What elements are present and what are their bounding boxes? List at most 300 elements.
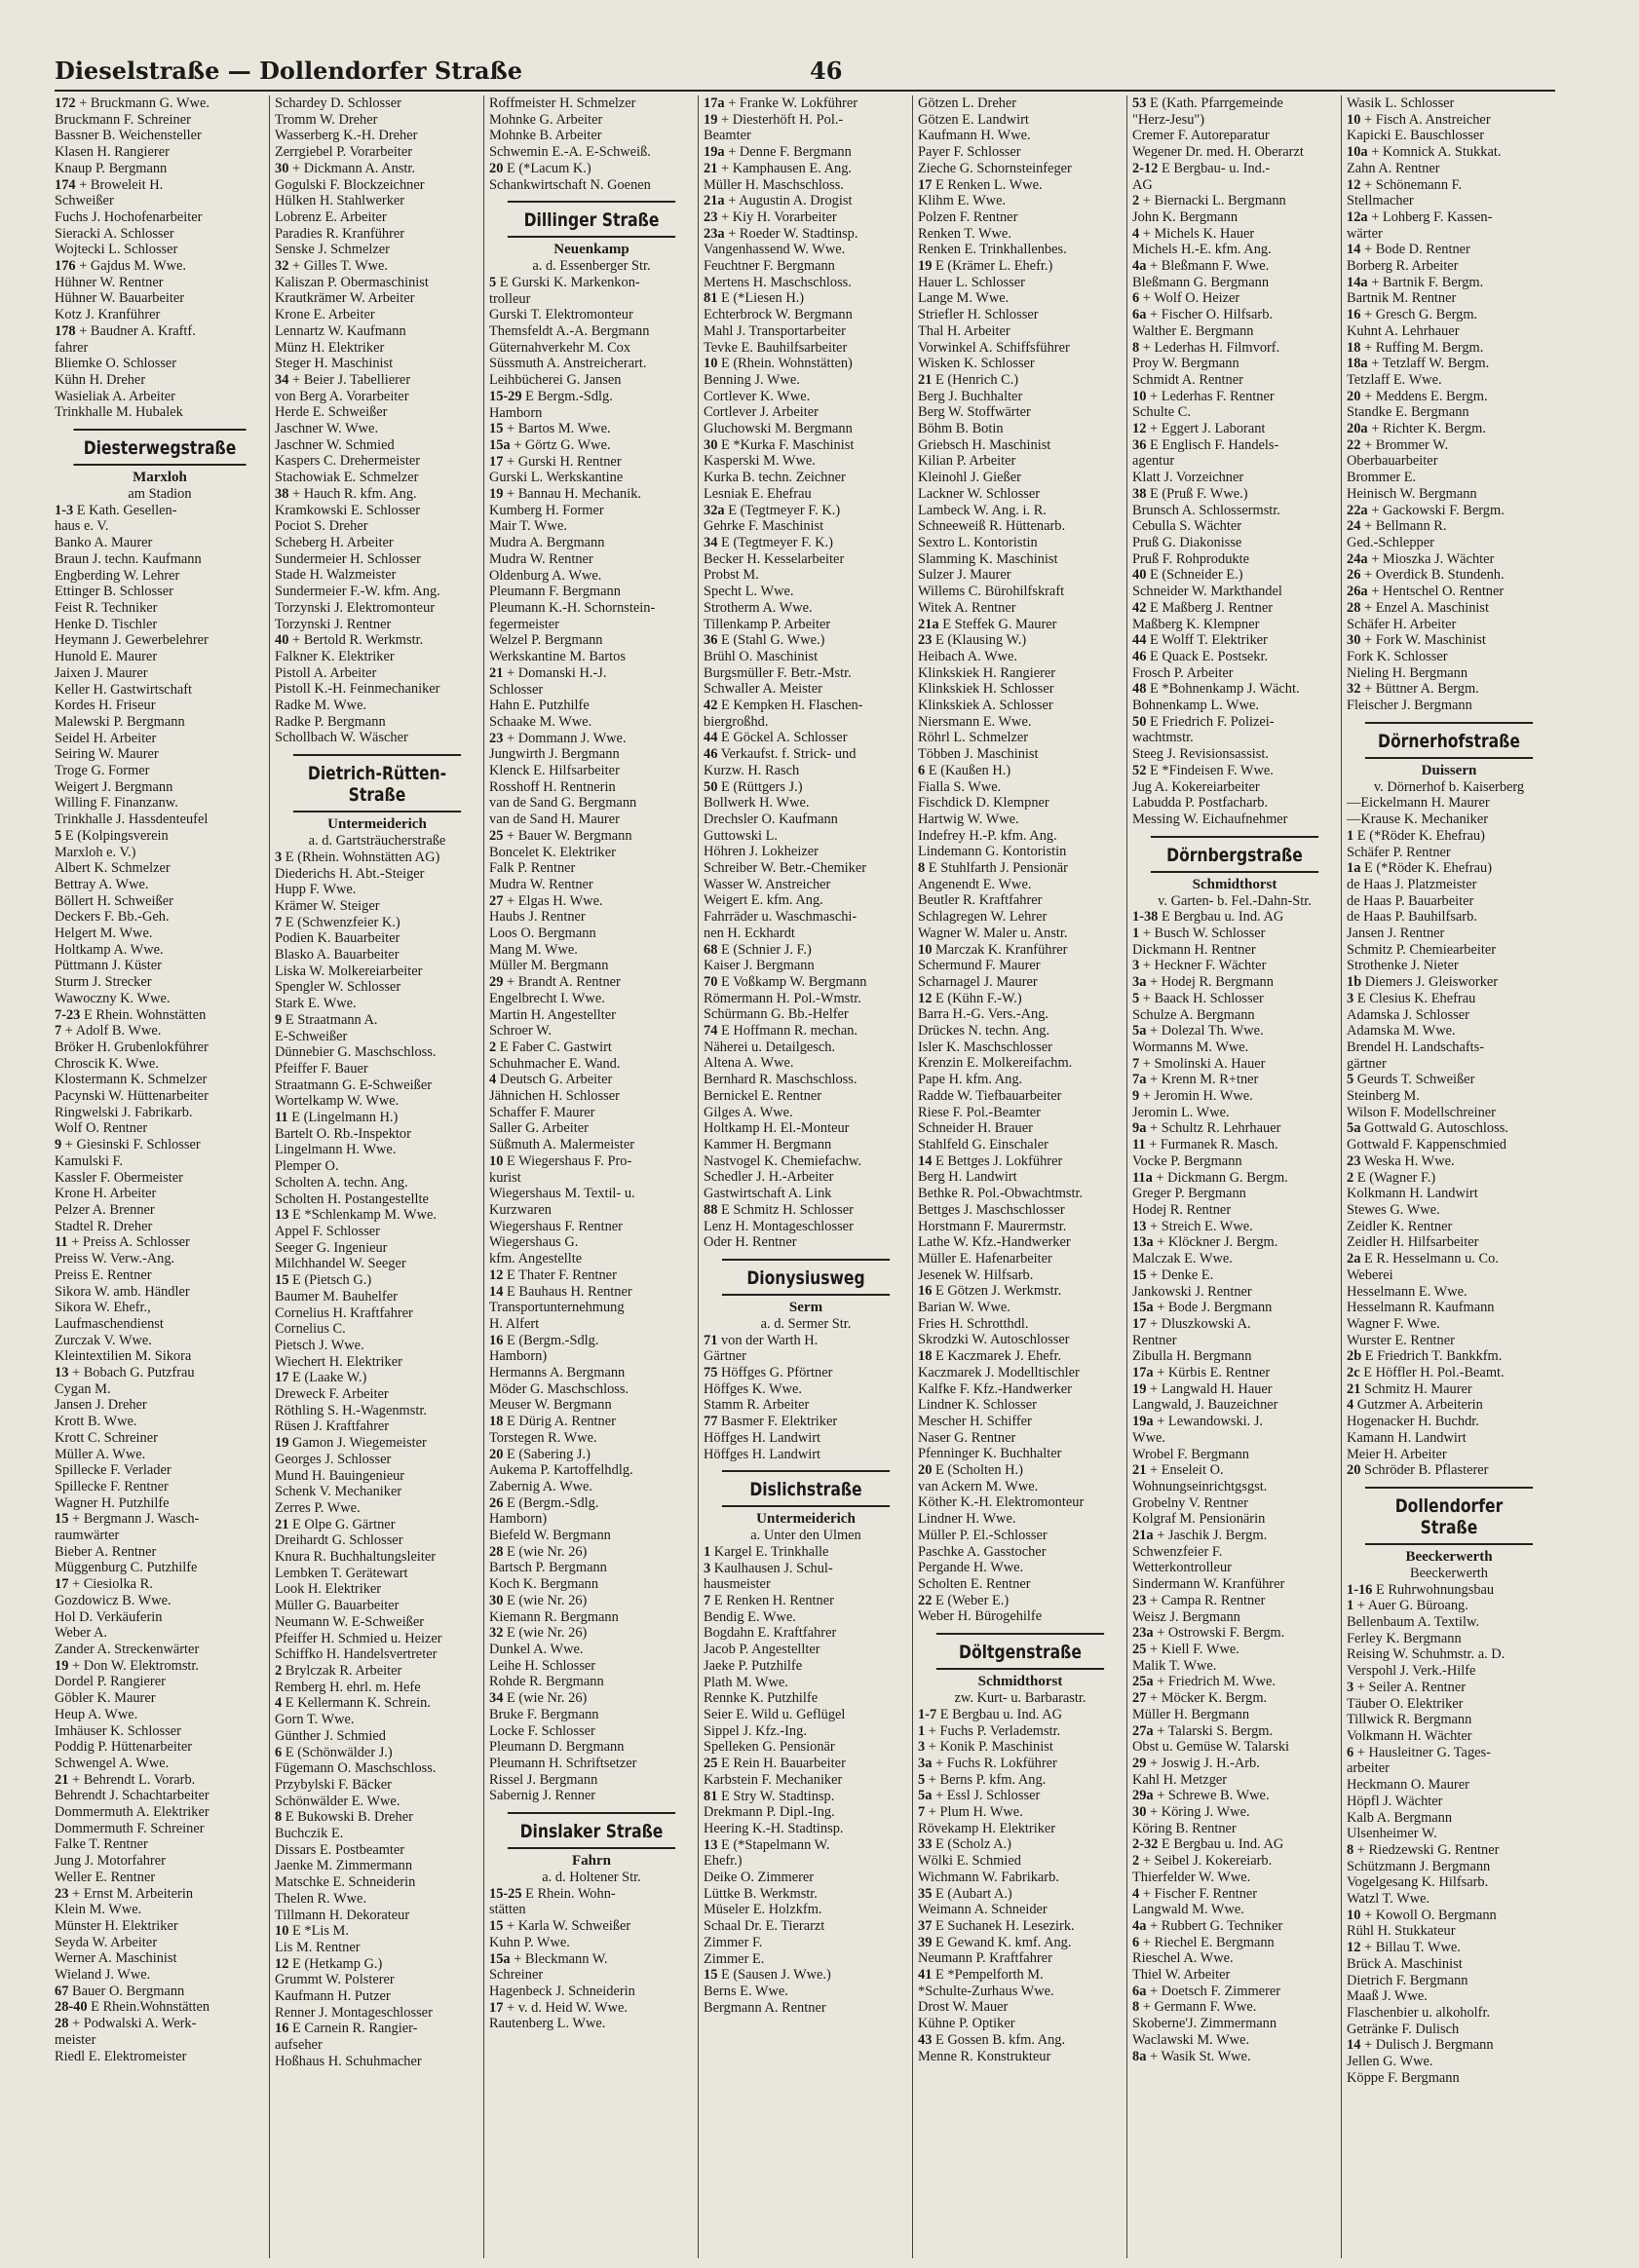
resident-entry <box>275 714 479 731</box>
resident-text: John K. Bergmann <box>1132 208 1239 225</box>
resident-entry <box>489 877 694 893</box>
resident-entry <box>918 307 1123 323</box>
resident-text: Biefeld W. Bergmann <box>489 1528 611 1544</box>
resident-text: + Fuchs R. Lokführer <box>932 1755 1057 1771</box>
resident-text: Jeromin L. Wwe. <box>1132 1104 1230 1120</box>
house-number: 30 <box>489 1592 504 1608</box>
resident-entry <box>275 1142 479 1158</box>
resident-text: Jaeke P. Putzhilfe <box>704 1657 803 1674</box>
resident-entry <box>275 1646 479 1663</box>
resident-text: Nieling H. Bergmann <box>1347 664 1468 681</box>
house-number: 2 <box>275 1662 283 1679</box>
resident-text: van de Sand G. Bergmann <box>489 795 637 812</box>
resident-entry <box>918 1918 1123 1935</box>
resident-text: Messing W. Eichaufnehmer <box>1132 811 1288 827</box>
resident-entry <box>275 1044 479 1061</box>
resident-entry <box>55 1316 265 1333</box>
resident-text: Kaczmarek J. Modelltischler <box>918 1364 1080 1380</box>
house-number: 16 <box>918 1283 933 1300</box>
house-number: 19a <box>704 144 725 161</box>
resident-text: + Preiss A. Schlosser <box>67 1234 190 1251</box>
resident-entry <box>704 1675 908 1691</box>
house-number: 32 <box>489 1625 504 1642</box>
resident-entry <box>1132 1430 1337 1447</box>
resident-text: Schollbach W. Wäscher <box>275 730 408 746</box>
resident-entry <box>704 1365 908 1381</box>
resident-entry <box>275 112 479 129</box>
resident-text: E (Schönwälder J.) <box>282 1744 393 1760</box>
house-number: 2b <box>1347 1348 1362 1365</box>
resident-entry <box>275 1760 479 1777</box>
resident-entry <box>1347 1170 1551 1187</box>
district-name: Untermeiderich <box>327 816 427 833</box>
resident-text: Pfenninger K. Buchhalter <box>918 1446 1062 1462</box>
resident-entry <box>1347 1680 1551 1696</box>
resident-entry <box>704 1723 908 1740</box>
resident-text: Renner J. Montageschlosser <box>275 2004 433 2021</box>
resident-text: trolleur <box>489 290 531 307</box>
resident-text: Liska W. Molkereiarbeiter <box>275 963 423 979</box>
resident-text: E Höffler H. Pol.-Beamt. <box>1359 1365 1505 1381</box>
resident-text: Kamann H. Landwirt <box>1347 1429 1467 1446</box>
resident-text: Lenz H. Montageschlosser <box>704 1218 854 1234</box>
resident-entry <box>704 503 908 519</box>
resident-entry <box>704 1853 908 1870</box>
house-number: 15 <box>489 421 504 437</box>
resident-entry <box>1347 1973 1551 1989</box>
resident-text: Schönwälder E. Wwe. <box>275 1793 400 1809</box>
resident-text: Mang M. Wwe. <box>489 941 578 958</box>
house-number: 10 <box>918 941 933 958</box>
resident-entry <box>489 779 694 796</box>
resident-text: Stachowiak E. Schmelzer <box>275 470 419 486</box>
resident-entry <box>1347 909 1551 926</box>
resident-text: Röhrl L. Schmelzer <box>918 730 1029 746</box>
resident-entry <box>275 404 479 421</box>
resident-text: Brück A. Maschinist <box>1347 1955 1463 1972</box>
resident-entry <box>1347 1088 1551 1105</box>
resident-entry <box>55 845 265 861</box>
resident-text: + Wolf O. Heizer <box>1139 290 1240 307</box>
resident-text: Kordes H. Friseur <box>55 698 156 714</box>
resident-text: Krenzin E. Molkereifachm. <box>918 1055 1073 1072</box>
resident-entry <box>1347 1381 1551 1398</box>
resident-text: E Gewand K. kmf. Ang. <box>932 1934 1072 1950</box>
directory-columns <box>55 95 1555 2258</box>
resident-entry <box>704 1707 908 1723</box>
resident-text: Grobelny V. Rentner <box>1132 1494 1248 1511</box>
resident-text: Loos O. Bergmann <box>489 926 596 942</box>
resident-text: Verspohl J. Verk.-Hilfe <box>1347 1663 1476 1680</box>
resident-entry <box>1132 1120 1337 1137</box>
resident-entry <box>55 1918 265 1935</box>
resident-entry <box>1132 1967 1337 1984</box>
resident-text: Sikora W. amb. Händler <box>55 1283 190 1300</box>
resident-text: Weigert J. Bergmann <box>55 778 173 795</box>
resident-entry <box>1347 486 1551 503</box>
resident-entry <box>1347 95 1551 112</box>
house-number: 5a <box>918 1788 933 1804</box>
resident-text: Koch K. Bergmann <box>489 1576 599 1593</box>
resident-entry <box>275 1940 479 1956</box>
resident-text: + Dickmann A. Anstr. <box>288 160 416 176</box>
resident-text: Schenk V. Mechaniker <box>275 1484 402 1500</box>
resident-entry <box>489 1772 694 1789</box>
resident-entry <box>275 1858 479 1874</box>
resident-entry <box>918 681 1123 698</box>
resident-entry <box>1132 1674 1337 1690</box>
resident-entry <box>918 958 1123 974</box>
resident-entry <box>918 1707 1123 1723</box>
resident-entry <box>275 1988 479 2005</box>
resident-entry <box>275 421 479 437</box>
resident-text: E *Schlenkamp M. Wwe. <box>288 1207 437 1224</box>
resident-text: Näherei u. Detailgesch. <box>704 1039 836 1055</box>
resident-text: aufseher <box>275 2037 323 2054</box>
resident-entry <box>275 1972 479 1988</box>
resident-entry <box>55 746 265 763</box>
house-number: 17a <box>704 95 725 111</box>
resident-entry <box>275 1175 479 1191</box>
resident-text: Mahl J. Transportarbeiter <box>704 322 846 339</box>
resident-text: Lindner K. Schlosser <box>918 1397 1037 1414</box>
resident-entry <box>489 1105 694 1121</box>
resident-text: Isler K. Maschschlosser <box>918 1039 1052 1055</box>
resident-text: Flaschenbier u. alkoholfr. <box>1347 2004 1491 2021</box>
house-number: 13 <box>704 1836 718 1853</box>
resident-entry <box>1347 1631 1551 1647</box>
resident-text: "Herz-Jesu") <box>1132 111 1205 128</box>
resident-text: Kleinohl J. Gießer <box>918 470 1021 486</box>
resident-text: Bellenbaum A. Textilw. <box>1347 1614 1480 1631</box>
resident-text: E (Schneider E.) <box>1146 567 1243 584</box>
resident-entry <box>1347 242 1551 258</box>
resident-text: Skoberne'J. Zimmermann <box>1132 2016 1277 2032</box>
resident-text: Strotherm A. Wwe. <box>704 599 813 616</box>
resident-text: Klein M. Wwe. <box>55 1902 142 1918</box>
resident-text: Pfeiffer H. Schmied u. Heizer <box>275 1630 442 1646</box>
resident-text: Köring B. Rentner <box>1132 1820 1237 1836</box>
street-heading: Dillinger Straße <box>508 201 675 238</box>
resident-entry <box>275 1874 479 1891</box>
resident-text: + Dluszkowski A. <box>1146 1315 1251 1332</box>
resident-text: Oldenburg A. Wwe. <box>489 567 602 584</box>
resident-text: Fahrräder u. Waschmaschi- <box>704 909 858 926</box>
resident-entry <box>1132 1560 1337 1576</box>
resident-text: Troge G. Former <box>55 763 150 779</box>
house-number: 5 <box>918 1771 926 1788</box>
resident-entry <box>55 1772 265 1789</box>
resident-text: Dommermuth F. Schreiner <box>55 1820 205 1836</box>
resident-entry <box>489 974 694 991</box>
resident-entry <box>55 1040 265 1056</box>
resident-entry <box>275 242 479 258</box>
resident-entry <box>704 600 908 617</box>
resident-entry <box>918 812 1123 828</box>
page-number: 46 <box>810 57 843 85</box>
resident-entry <box>918 1494 1123 1511</box>
resident-entry <box>918 1821 1123 1837</box>
resident-entry <box>1132 470 1337 486</box>
resident-text: Fügemann O. Maschschloss. <box>275 1760 437 1777</box>
resident-entry <box>704 1918 908 1935</box>
resident-text: Kleintextilien M. Sikora <box>55 1348 192 1365</box>
resident-entry <box>489 1333 694 1349</box>
resident-text: Süßmuth A. Malermeister <box>489 1137 635 1153</box>
resident-text: de Haas J. Platzmeister <box>1347 876 1477 892</box>
house-number: 14 <box>1347 2037 1361 2054</box>
resident-entry <box>275 1956 479 1973</box>
resident-entry <box>489 1739 694 1756</box>
house-number: 27 <box>489 892 504 909</box>
house-number: 20 <box>918 1462 933 1479</box>
resident-entry <box>704 1397 908 1414</box>
resident-entry <box>489 746 694 763</box>
resident-text: E (Tegtmeyer F. K.) <box>717 534 833 550</box>
resident-text: + Behrendt L. Vorarb. <box>68 1771 196 1788</box>
resident-text: + Bruckmann G. Wwe. <box>75 95 210 111</box>
resident-text: Rohde R. Bergmann <box>489 1674 604 1690</box>
resident-entry <box>489 860 694 877</box>
resident-text: Hühner W. Bauarbeiter <box>55 290 185 307</box>
resident-text: Trinkhalle J. Hassdenteufel <box>55 812 209 828</box>
resident-entry <box>1347 209 1551 226</box>
resident-entry <box>1347 1153 1551 1170</box>
resident-entry <box>1132 1007 1337 1024</box>
resident-entry <box>1132 1040 1337 1056</box>
resident-text: Müller H. Bergmann <box>1132 1706 1250 1722</box>
resident-text: Strothenke J. Nieter <box>1347 958 1459 974</box>
resident-entry <box>918 193 1123 209</box>
resident-text: Jacob P. Angestellter <box>704 1642 820 1658</box>
resident-text: E Steffek G. Maurer <box>938 616 1057 632</box>
resident-text: Wasserberg K.-H. Dreher <box>275 128 418 144</box>
resident-entry <box>1132 632 1337 649</box>
resident-entry <box>1132 209 1337 226</box>
resident-entry <box>55 1023 265 1040</box>
resident-text: E Kaczmarek J. Ehefr. <box>932 1348 1062 1365</box>
district-name: Neuenkamp <box>553 242 629 258</box>
resident-text: Radke M. Wwe. <box>275 698 367 714</box>
resident-entry <box>1347 535 1551 551</box>
resident-text: Kurzw. H. Rasch <box>704 762 800 778</box>
resident-text: Spillecke F. Rentner <box>55 1478 169 1494</box>
resident-entry <box>275 1923 479 1940</box>
resident-text: Hunold E. Maurer <box>55 649 158 665</box>
street-location: a. d. Essenberger Str. <box>532 258 651 275</box>
resident-entry <box>1132 1902 1337 1918</box>
resident-text: + Fuchs P. Verlademstr. <box>925 1722 1061 1739</box>
resident-entry <box>1132 1707 1337 1723</box>
resident-entry <box>918 991 1123 1007</box>
resident-text: Hogenacker H. Buchdr. <box>1347 1414 1479 1430</box>
resident-text: Köther K.-H. Elektromonteur <box>918 1494 1085 1511</box>
resident-text: Brühl O. Maschinist <box>704 648 819 664</box>
resident-entry <box>1132 112 1337 129</box>
resident-text: wachtmstr. <box>1132 730 1194 746</box>
house-number: 4a <box>1132 258 1147 275</box>
resident-text: Sabernig J. Renner <box>489 1788 596 1804</box>
resident-text: Pleumann H. Schriftsetzer <box>489 1755 637 1771</box>
resident-entry <box>489 1365 694 1381</box>
house-number: 20 <box>1347 1462 1361 1479</box>
resident-entry <box>1347 1598 1551 1614</box>
resident-text: Gogulski F. Blockzeichner <box>275 176 425 193</box>
house-number: 15 <box>1132 1266 1147 1283</box>
resident-entry <box>1347 617 1551 633</box>
resident-entry <box>1347 1333 1551 1349</box>
resident-entry <box>275 1452 479 1468</box>
house-number: 9 <box>55 1137 62 1153</box>
resident-text: Höhren J. Lokheizer <box>704 844 819 860</box>
resident-text: Lindemann G. Kontoristin <box>918 844 1067 860</box>
resident-entry <box>275 1566 479 1582</box>
house-number: 42 <box>704 698 718 714</box>
resident-entry <box>704 1690 908 1707</box>
resident-entry <box>1132 942 1337 959</box>
street-heading: Dollendorfer Straße <box>1365 1487 1533 1545</box>
resident-text: Zerres P. Wwe. <box>275 1499 361 1516</box>
resident-entry <box>918 340 1123 357</box>
resident-text: von Berg A. Vorarbeiter <box>275 388 409 404</box>
resident-text: Hühner W. Rentner <box>55 274 164 290</box>
resident-entry <box>55 242 265 258</box>
resident-entry <box>918 1040 1123 1056</box>
resident-entry <box>918 1788 1123 1804</box>
resident-entry <box>1132 389 1337 405</box>
resident-entry <box>489 1723 694 1740</box>
resident-entry <box>704 128 908 144</box>
resident-entry <box>1132 1576 1337 1593</box>
resident-text: Matschke E. Schneiderin <box>275 1874 416 1891</box>
resident-entry <box>704 1658 908 1675</box>
resident-text: Müller G. Bauarbeiter <box>275 1598 400 1614</box>
resident-text: + Diesterhöft H. Pol.- <box>717 111 844 128</box>
resident-text: + Schrewe B. Wwe. <box>1153 1788 1270 1804</box>
resident-text: Drost W. Mauer <box>918 1999 1009 2016</box>
house-number: 30 <box>1347 632 1361 649</box>
resident-text: Reising W. Schuhmstr. a. D. <box>1347 1646 1506 1663</box>
resident-text: Geurds T. Schweißer <box>1353 1072 1475 1088</box>
resident-entry <box>55 290 265 307</box>
resident-text: Diemers J. Gleisworker <box>1361 974 1499 991</box>
resident-entry <box>489 1381 694 1398</box>
resident-entry <box>918 1283 1123 1300</box>
resident-entry <box>55 389 265 405</box>
resident-text: Höffges K. Wwe. <box>704 1380 802 1397</box>
resident-entry <box>1132 1756 1337 1772</box>
resident-text: Gottwald F. Kappenschmied <box>1347 1137 1506 1153</box>
resident-entry <box>55 1593 265 1609</box>
house-number: 176 <box>55 258 76 275</box>
resident-text: + Gajdus M. Wwe. <box>75 258 186 275</box>
resident-text: Hamborn) <box>489 1511 548 1528</box>
resident-text: Röthling S. H.-Wagenmstr. <box>275 1402 427 1418</box>
resident-entry <box>704 1153 908 1170</box>
resident-entry <box>1132 1788 1337 1804</box>
resident-entry <box>918 486 1123 503</box>
resident-entry <box>918 632 1123 649</box>
resident-entry <box>704 617 908 633</box>
resident-text: Holtkamp A. Wwe. <box>55 941 164 958</box>
house-number: 21 <box>1347 1380 1361 1397</box>
resident-text: Gluchowski M. Bergmann <box>704 421 853 437</box>
house-number: 40 <box>1132 567 1147 584</box>
resident-text: + Gurski H. Rentner <box>503 453 622 470</box>
resident-text: Sikora W. Ehefr., <box>55 1300 151 1316</box>
resident-entry <box>1347 404 1551 421</box>
resident-text: + Enseleit O. <box>1146 1462 1224 1479</box>
resident-entry <box>918 404 1123 421</box>
resident-text: Thiel W. Arbeiter <box>1132 1967 1231 1984</box>
resident-text: Stahlfeld G. Einschaler <box>918 1137 1048 1153</box>
resident-text: Bernickel E. Rentner <box>704 1087 822 1104</box>
resident-text: Wortelkamp W. Wwe. <box>275 1093 400 1110</box>
resident-entry <box>704 1561 908 1577</box>
resident-text: Werkskantine M. Bartos <box>489 649 626 665</box>
resident-entry <box>55 193 265 209</box>
resident-text: Nastvogel K. Chemiefachw. <box>704 1153 862 1169</box>
street-heading: Dietrich-Rütten-Straße <box>293 754 461 813</box>
resident-entry <box>1347 1614 1551 1631</box>
resident-text: Niersmann E. Wwe. <box>918 713 1032 730</box>
resident-entry <box>489 1918 694 1935</box>
resident-text: Spelleken G. Pensionär <box>704 1739 835 1756</box>
resident-text: Payer F. Schlosser <box>918 144 1021 161</box>
resident-entry <box>489 1056 694 1073</box>
resident-text: Jung J. Motorfahrer <box>55 1853 166 1870</box>
resident-text: Süssmuth A. Anstreicherart. <box>489 356 647 372</box>
resident-entry <box>489 1234 694 1251</box>
house-number: 3 <box>918 1739 926 1756</box>
resident-text: Klinkskiek A. Schlosser <box>918 698 1053 714</box>
resident-entry <box>918 161 1123 177</box>
resident-text: Kramkowski E. Schlosser <box>275 502 421 518</box>
resident-entry <box>1132 1836 1337 1853</box>
resident-entry <box>918 1316 1123 1333</box>
resident-entry <box>489 714 694 731</box>
resident-text: Zimmer F. <box>704 1934 763 1950</box>
resident-entry <box>275 979 479 996</box>
resident-text: E Quack E. Postsekr. <box>1146 648 1269 664</box>
resident-text: Seidel H. Arbeiter <box>55 730 157 746</box>
resident-text: E Schmitz H. Schlosser <box>717 1201 854 1218</box>
resident-entry <box>704 258 908 275</box>
resident-entry <box>275 850 479 866</box>
resident-entry <box>918 1120 1123 1137</box>
resident-entry <box>275 1403 479 1419</box>
resident-entry <box>704 1642 908 1658</box>
resident-entry <box>918 1137 1123 1153</box>
resident-entry <box>704 193 908 209</box>
resident-entry <box>275 632 479 649</box>
resident-text: + Tetzlaff W. Bergm. <box>1367 356 1490 372</box>
resident-entry <box>704 1186 908 1202</box>
resident-entry <box>55 893 265 910</box>
resident-text: Jankowski J. Rentner <box>1132 1283 1252 1300</box>
resident-entry <box>704 974 908 991</box>
resident-entry <box>489 665 694 682</box>
resident-entry <box>55 1088 265 1105</box>
resident-entry <box>489 617 694 633</box>
resident-text: + Campa R. Rentner <box>1146 1592 1266 1608</box>
resident-entry <box>1132 1886 1337 1903</box>
resident-entry <box>489 1788 694 1804</box>
resident-text: + Fork W. Maschinist <box>1360 632 1486 649</box>
resident-text: van de Sand H. Maurer <box>489 812 620 828</box>
resident-text: Bleßmann G. Bergmann <box>1132 274 1270 290</box>
resident-text: + Auer G. Büroang. <box>1353 1598 1468 1614</box>
